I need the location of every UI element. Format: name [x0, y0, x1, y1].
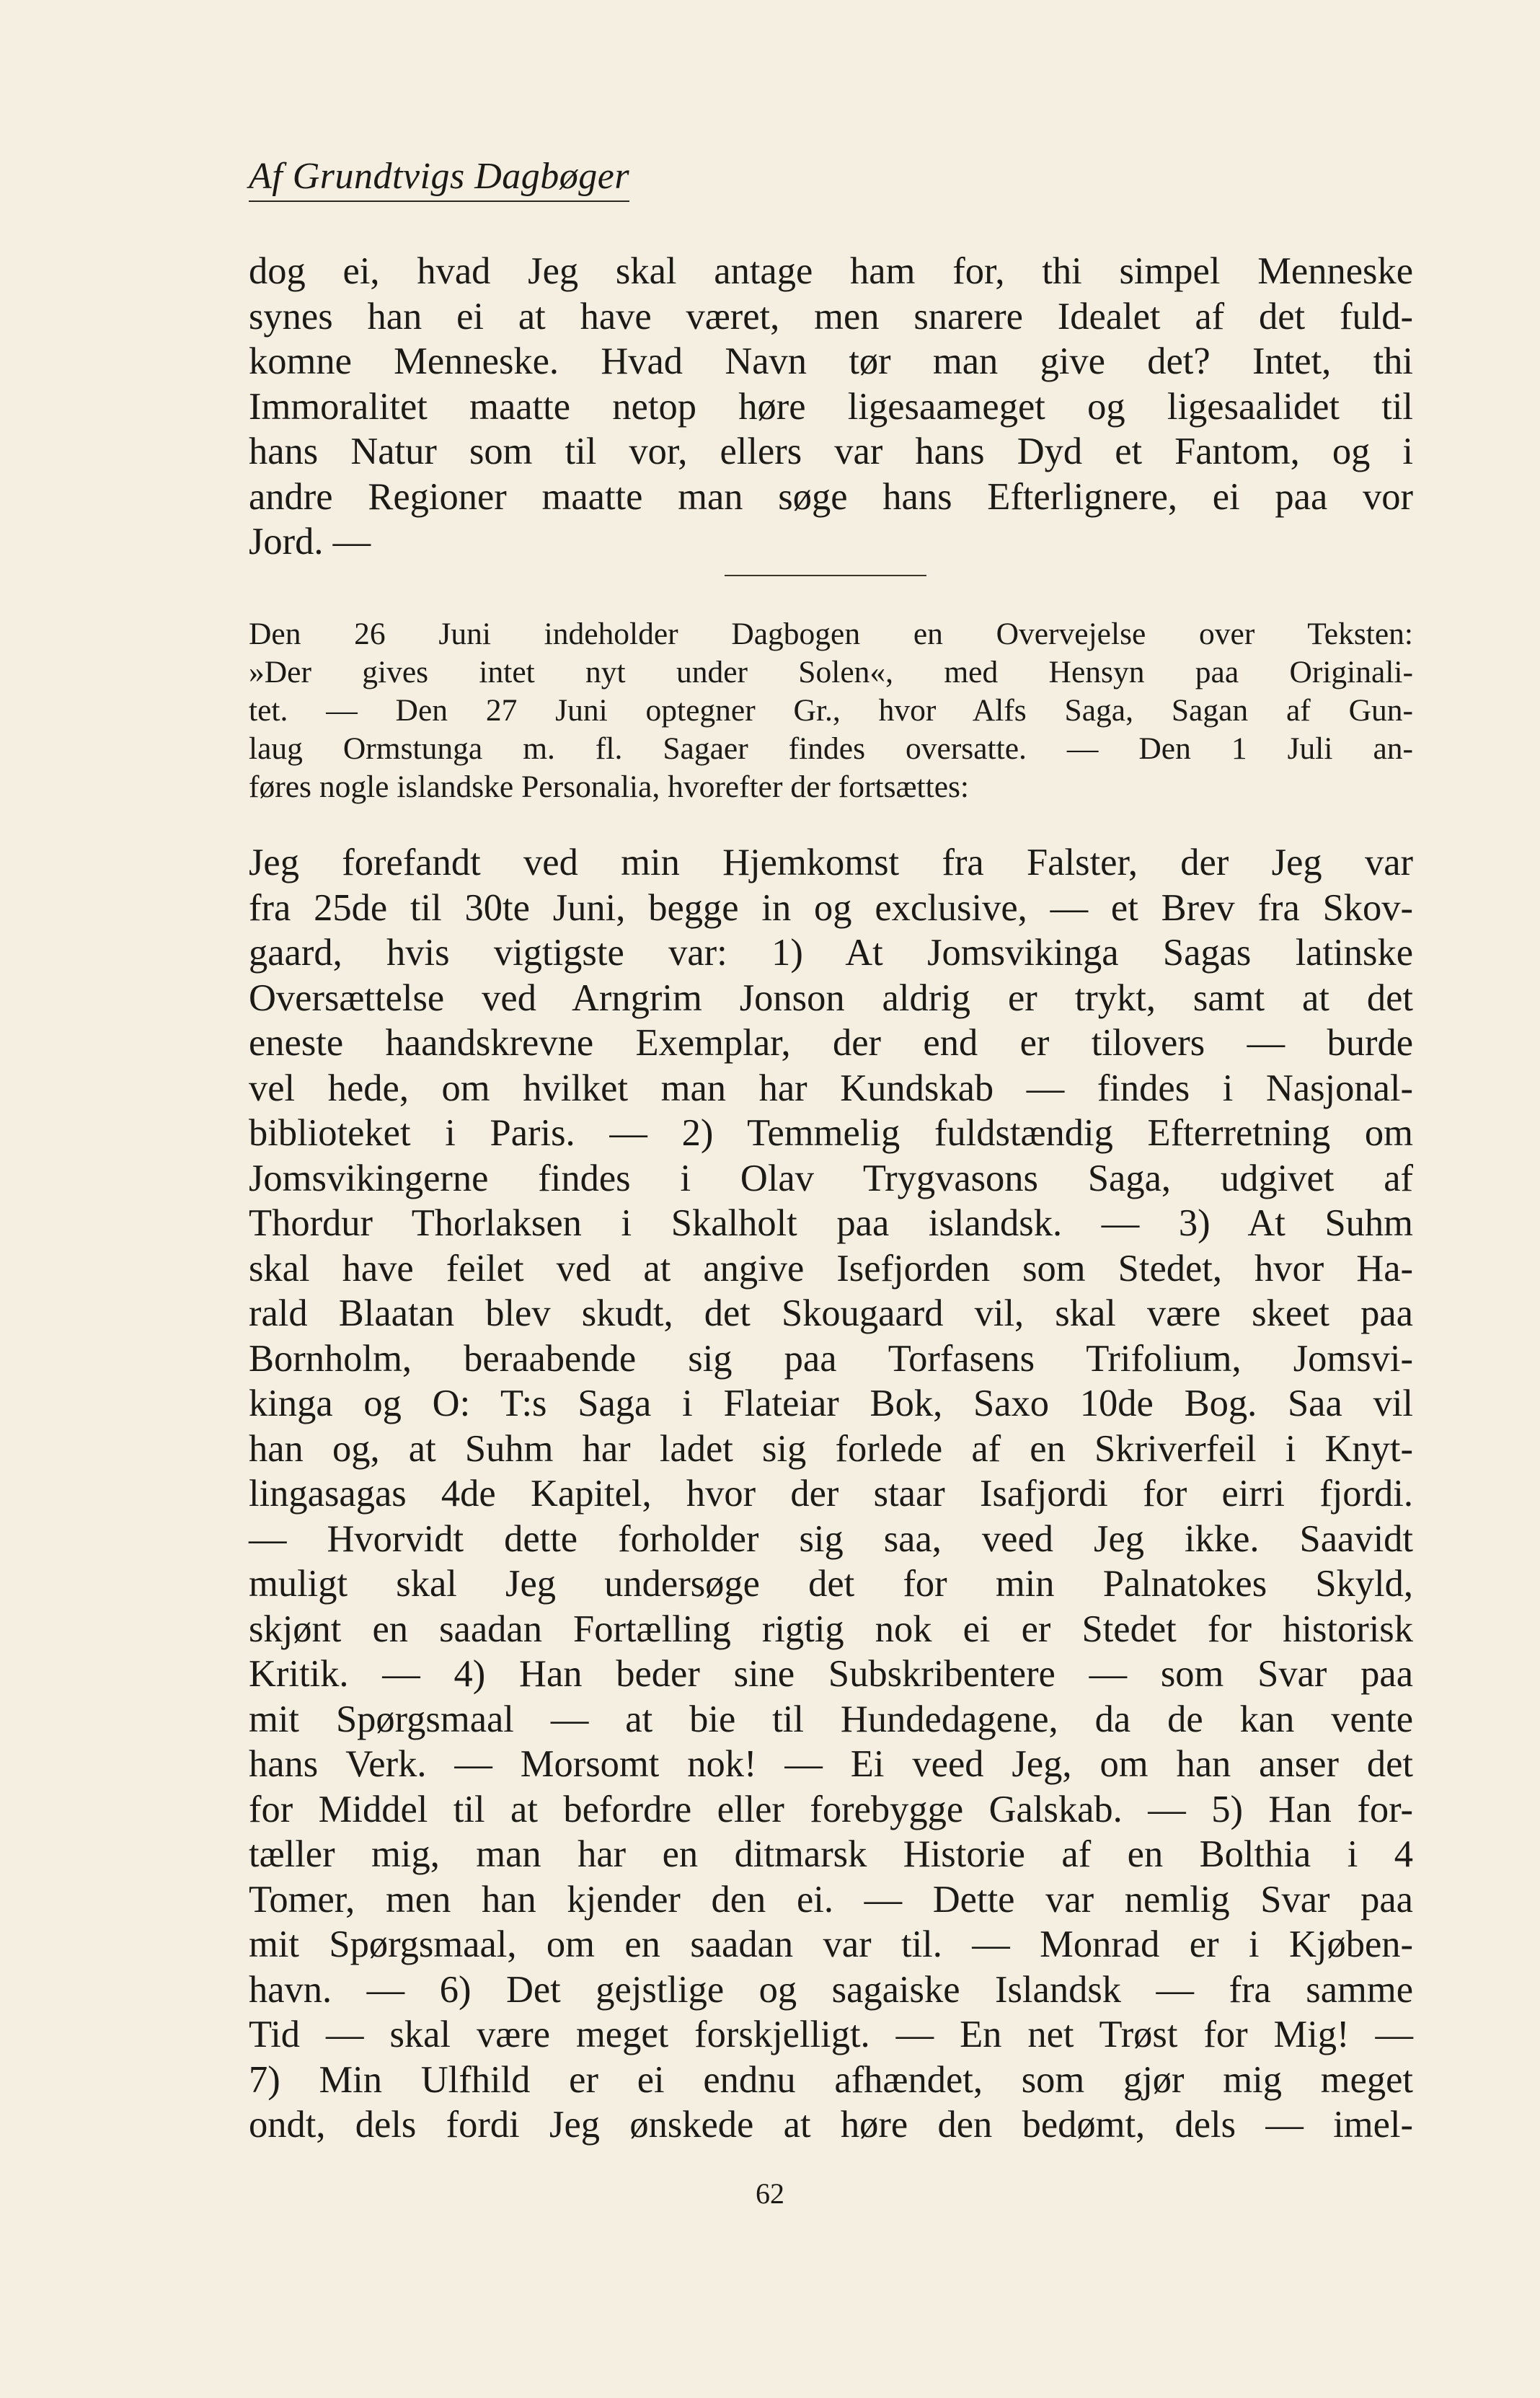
text-line: eneste haandskrevne Exemplar, der end er tilovers — burde [249, 1022, 1413, 1064]
text-line: synes han ei at have været, men snarere Idealet af det fuld- [249, 295, 1413, 338]
text-line: Kritik. — 4) Han beder sine Subskribentere — som Svar paa [249, 1653, 1413, 1695]
note-line: Den 26 Juni indeholder Dagbogen en Overvejelse over Teksten: [249, 617, 1413, 651]
text-line: fra 25de til 30te Juni, begge in og exclusive, — et Brev fra Skov- [249, 886, 1413, 929]
text-line: Thordur Thorlaksen i Skalholt paa islandsk. — 3) At Suhm [249, 1202, 1413, 1244]
text-line: 7) Min Ulfhild er ei endnu afhændet, som gjør mig meget [249, 2058, 1413, 2101]
text-line: lingasagas 4de Kapitel, hvor der staar Isafjordi for eirri fjordi. [249, 1473, 1413, 1515]
text-line: Immoralitet maatte netop høre ligesaameget og ligesaalidet til [249, 385, 1413, 428]
text-line: Tomer, men han kjender den ei. — Dette var nemlig Svar paa [249, 1878, 1413, 1921]
note-line: tet. — Den 27 Juni optegner Gr., hvor Alfs Saga, Sagan af Gun- [249, 693, 1413, 728]
text-line: skal have feilet ved at angive Isefjorden som Stedet, hvor Ha- [249, 1247, 1413, 1290]
text-line: Jeg forefandt ved min Hjemkomst fra Falster, der Jeg var [249, 842, 1413, 883]
editorial-note [249, 615, 1413, 806]
text-line: biblioteket i Paris. — 2) Temmelig fuldstændig Efterretning om [249, 1112, 1413, 1154]
text-line: hans Natur som til vor, ellers var hans Dyd et Fantom, og i [249, 431, 1413, 472]
note-line: føres nogle islandske Personalia, hvorefter der fortsættes: [249, 770, 970, 804]
text-line: rald Blaatan blev skudt, det Skougaard vil, skal være skeet paa [249, 1292, 1413, 1334]
text-line: — Hvorvidt dette forholder sig saa, veed Jeg ikke. Saavidt [249, 1517, 1413, 1560]
text-line: dog ei, hvad Jeg skal antage ham for, thi simpel Menneske [249, 250, 1413, 292]
text-line: andre Regioner maatte man søge hans Efterlignere, ei paa vor [249, 475, 1413, 518]
paragraph-2 [249, 840, 1413, 2148]
text-line: skjønt en saadan Fortælling rigtig nok ei er Stedet for historisk [249, 1608, 1413, 1650]
text-line: han og, at Suhm har ladet sig forlede af en Skriverfeil i Knyt- [249, 1427, 1413, 1470]
text-line: muligt skal Jeg undersøge det for min Palnatokes Skyld, [249, 1563, 1413, 1605]
text-line: vel hede, om hvilket man har Kundskab — findes i Nasjonal- [249, 1067, 1413, 1109]
text-line: Tid — skal være meget forskjelligt. — En net Trøst for Mig! — [249, 2014, 1413, 2055]
text-line: ondt, dels fordi Jeg ønskede at høre den bedømt, dels — imel- [249, 2104, 1413, 2146]
text-line: Jomsvikingerne findes i Olav Trygvasons Saga, udgivet af [249, 1157, 1413, 1199]
paragraph-1 [249, 249, 1413, 565]
text-line: komne Menneske. Hvad Navn tør man give det? Intet, thi [249, 340, 1413, 382]
text-line: Oversættelse ved Arngrim Jonson aldrig er trykt, samt at det [249, 977, 1413, 1019]
text-line: Jord. — [249, 521, 371, 563]
text-line: gaard, hvis vigtigste var: 1) At Jomsvikinga Sagas latinske [249, 932, 1413, 974]
text-line: havn. — 6) Det gejstlige og sagaiske Islandsk — fra samme [249, 1968, 1413, 2011]
text-line: mit Spørgsmaal — at bie til Hundedagene, da de kan vente [249, 1698, 1413, 1740]
text-line: hans Verk. — Morsomt nok! — Ei veed Jeg, om han anser det [249, 1743, 1413, 1785]
section-divider [725, 575, 926, 576]
note-line: »Der gives intet nyt under Solen«, med Hensyn paa Originali- [249, 655, 1413, 689]
note-line: laug Ormstunga m. fl. Sagaer findes oversatte. — Den 1 Juli an- [249, 731, 1413, 766]
text-line: Bornholm, beraabende sig paa Torfasens Trifolium, Jomsvi- [249, 1337, 1413, 1380]
text-line: kinga og O: T:s Saga i Flateiar Bok, Saxo 10de Bog. Saa vil [249, 1383, 1413, 1424]
page-number: 62 [756, 2177, 784, 2210]
text-line: tæller mig, man har en ditmarsk Historie af en Bolthia i 4 [249, 1833, 1413, 1875]
text-line: mit Spørgsmaal, om en saadan var til. — Monrad er i Kjøben- [249, 1923, 1413, 1965]
text-line: for Middel til at befordre eller forebygge Galskab. — 5) Han for- [249, 1788, 1413, 1830]
running-head: Af Grundtvigs Dagbøger [249, 155, 629, 202]
